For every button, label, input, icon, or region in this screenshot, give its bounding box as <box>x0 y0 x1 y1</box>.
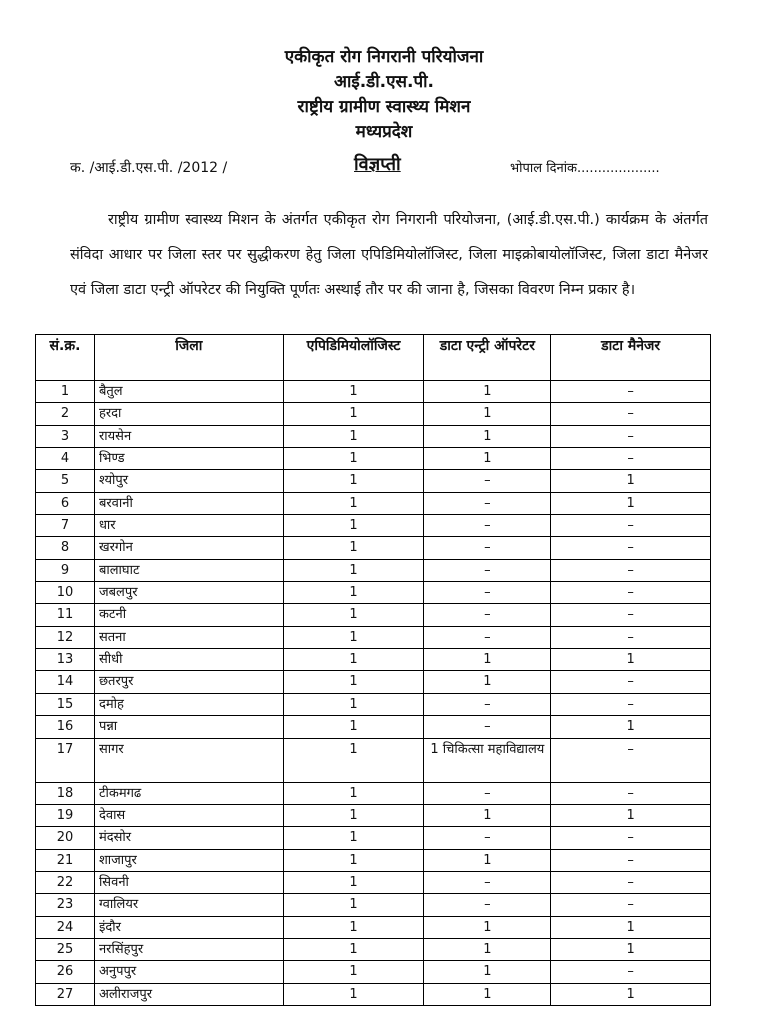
state-name: मध्यप्रदेश <box>355 122 413 142</box>
cell-epidemiologist: 1 <box>283 804 424 826</box>
cell-data-manager: – <box>551 515 711 537</box>
cell-district: नरसिंहपुर <box>94 938 283 960</box>
cell-data-manager: – <box>551 693 711 715</box>
cell-data-manager: 1 <box>551 983 711 1005</box>
cell-district: बालाघाट <box>94 559 283 581</box>
cell-district: जबलपुर <box>94 582 283 604</box>
table-row <box>36 871 711 893</box>
cell-district: सीधी <box>94 649 283 671</box>
cell-data-manager: – <box>551 381 711 403</box>
cell-data-entry-operator: – <box>424 782 551 804</box>
table-row <box>36 782 711 804</box>
cell-epidemiologist: 1 <box>283 559 424 581</box>
cell-data-entry-operator: 1 <box>424 938 551 960</box>
document-header <box>0 45 768 145</box>
cell-epidemiologist: 1 <box>283 983 424 1005</box>
header-sno: सं.क्र. <box>36 335 95 381</box>
table-row <box>36 894 711 916</box>
cell-district: अलीराजपुर <box>94 983 283 1005</box>
cell-district: ग्वालियर <box>94 894 283 916</box>
cell-epidemiologist: 1 <box>283 425 424 447</box>
cell-data-manager: – <box>551 961 711 983</box>
cell-district: छतरपुर <box>94 671 283 693</box>
cell-sno: 10 <box>36 582 95 604</box>
cell-sno: 22 <box>36 871 95 893</box>
cell-sno: 4 <box>36 448 95 470</box>
cell-data-entry-operator: 1 <box>424 804 551 826</box>
cell-data-entry-operator: 1 <box>424 671 551 693</box>
table-row <box>36 716 711 738</box>
cell-sno: 16 <box>36 716 95 738</box>
vacancy-table <box>35 334 711 1006</box>
table-row <box>36 403 711 425</box>
cell-epidemiologist: 1 <box>283 448 424 470</box>
cell-epidemiologist: 1 <box>283 871 424 893</box>
cell-data-entry-operator: – <box>424 827 551 849</box>
table-row <box>36 381 711 403</box>
reference-line <box>0 150 768 180</box>
cell-epidemiologist: 1 <box>283 470 424 492</box>
cell-district: रायसेन <box>94 425 283 447</box>
cell-district: देवास <box>94 804 283 826</box>
table-row <box>36 983 711 1005</box>
cell-data-entry-operator: 1 <box>424 403 551 425</box>
cell-epidemiologist: 1 <box>283 716 424 738</box>
cell-epidemiologist: 1 <box>283 515 424 537</box>
cell-data-entry-operator: 1 <box>424 983 551 1005</box>
cell-sno: 27 <box>36 983 95 1005</box>
cell-data-entry-operator: – <box>424 470 551 492</box>
cell-data-entry-operator: 1 <box>424 448 551 470</box>
cell-epidemiologist: 1 <box>283 604 424 626</box>
cell-district: बैतुल <box>94 381 283 403</box>
cell-district: पन्ना <box>94 716 283 738</box>
cell-sno: 3 <box>36 425 95 447</box>
table-header-row <box>36 335 711 381</box>
cell-data-manager: – <box>551 537 711 559</box>
cell-sno: 2 <box>36 403 95 425</box>
cell-epidemiologist: 1 <box>283 671 424 693</box>
cell-epidemiologist: 1 <box>283 626 424 648</box>
cell-sno: 25 <box>36 938 95 960</box>
cell-district: शाजापुर <box>94 849 283 871</box>
table-row <box>36 425 711 447</box>
cell-epidemiologist: 1 <box>283 693 424 715</box>
cell-sno: 6 <box>36 492 95 514</box>
table-row <box>36 738 711 782</box>
cell-data-entry-operator: – <box>424 582 551 604</box>
cell-data-manager: 1 <box>551 649 711 671</box>
table-row <box>36 849 711 871</box>
cell-district: अनुपपुर <box>94 961 283 983</box>
cell-epidemiologist: 1 <box>283 381 424 403</box>
table-row <box>36 693 711 715</box>
cell-epidemiologist: 1 <box>283 492 424 514</box>
cell-data-manager: – <box>551 738 711 782</box>
cell-epidemiologist: 1 <box>283 582 424 604</box>
table-row <box>36 671 711 693</box>
cell-data-entry-operator: – <box>424 626 551 648</box>
cell-data-entry-operator: – <box>424 515 551 537</box>
cell-sno: 17 <box>36 738 95 782</box>
cell-data-manager: 1 <box>551 938 711 960</box>
project-abbreviation: आई.डी.एस.पी. <box>333 72 434 92</box>
table-row <box>36 649 711 671</box>
cell-sno: 1 <box>36 381 95 403</box>
cell-epidemiologist: 1 <box>283 938 424 960</box>
cell-sno: 24 <box>36 916 95 938</box>
cell-district: इंदौर <box>94 916 283 938</box>
cell-sno: 7 <box>36 515 95 537</box>
cell-data-manager: – <box>551 448 711 470</box>
table-row <box>36 470 711 492</box>
cell-sno: 14 <box>36 671 95 693</box>
cell-epidemiologist: 1 <box>283 916 424 938</box>
table-row <box>36 938 711 960</box>
cell-data-entry-operator: 1 चिकित्सा महाविद्यालय <box>424 738 551 782</box>
table-row <box>36 827 711 849</box>
table-row <box>36 626 711 648</box>
cell-sno: 11 <box>36 604 95 626</box>
cell-sno: 18 <box>36 782 95 804</box>
mission-title: राष्ट्रीय ग्रामीण स्वास्थ्य मिशन <box>297 97 471 117</box>
cell-district: खरगोन <box>94 537 283 559</box>
cell-data-manager: – <box>551 849 711 871</box>
cell-district: मंदसोर <box>94 827 283 849</box>
notice-paragraph: राष्ट्रीय ग्रामीण स्वास्थ्य मिशन के अंतर्गत एकीकृत रोग निगरानी परियोजना, (आई.डी.एस.पी.) कार्यक्रम के अंतर्गत संविदा आधार पर जिला स्तर पर सुद्धीकरण हेतु जिला एपिडिमियोलॉजिस्ट, जिला माइक्रोबायोलॉजिस्ट, जिला डाटा मैनेजर एवं जिला डाटा एन्ट्री ऑपरेटर की नियुक्ति पूर्णतः अस्थाई तौर पर की जाना है, जिसका विवरण निम्न प्रकार है। <box>70 211 708 298</box>
header-district: जिला <box>94 335 283 381</box>
cell-data-manager: – <box>551 871 711 893</box>
cell-data-entry-operator: – <box>424 716 551 738</box>
cell-district: श्योपुर <box>94 470 283 492</box>
cell-district: टीकमगढ <box>94 782 283 804</box>
cell-data-manager: – <box>551 782 711 804</box>
cell-data-manager: 1 <box>551 716 711 738</box>
cell-district: बरवानी <box>94 492 283 514</box>
cell-district: भिण्ड <box>94 448 283 470</box>
cell-data-entry-operator: – <box>424 604 551 626</box>
reference-number: क. /आई.डी.एस.पी. /2012 / <box>70 160 228 176</box>
table-row <box>36 492 711 514</box>
header-data-entry-operator: डाटा एन्ट्री ऑपरेटर <box>424 335 551 381</box>
cell-epidemiologist: 1 <box>283 537 424 559</box>
table-row <box>36 582 711 604</box>
cell-data-entry-operator: – <box>424 871 551 893</box>
cell-data-manager: – <box>551 671 711 693</box>
cell-epidemiologist: 1 <box>283 782 424 804</box>
cell-data-entry-operator: 1 <box>424 381 551 403</box>
cell-data-entry-operator: 1 <box>424 961 551 983</box>
cell-sno: 9 <box>36 559 95 581</box>
table-row <box>36 804 711 826</box>
cell-data-manager: – <box>551 626 711 648</box>
cell-sno: 21 <box>36 849 95 871</box>
cell-sno: 19 <box>36 804 95 826</box>
cell-data-manager: – <box>551 559 711 581</box>
cell-data-manager: 1 <box>551 916 711 938</box>
cell-data-manager: – <box>551 604 711 626</box>
cell-data-entry-operator: 1 <box>424 916 551 938</box>
table-row <box>36 515 711 537</box>
cell-data-manager: 1 <box>551 492 711 514</box>
cell-sno: 13 <box>36 649 95 671</box>
cell-epidemiologist: 1 <box>283 403 424 425</box>
cell-epidemiologist: 1 <box>283 961 424 983</box>
cell-data-manager: 1 <box>551 804 711 826</box>
cell-data-manager: – <box>551 582 711 604</box>
cell-data-manager: – <box>551 894 711 916</box>
cell-epidemiologist: 1 <box>283 738 424 782</box>
table-row <box>36 537 711 559</box>
cell-district: हरदा <box>94 403 283 425</box>
cell-sno: 8 <box>36 537 95 559</box>
cell-data-entry-operator: 1 <box>424 849 551 871</box>
table-row <box>36 961 711 983</box>
cell-data-entry-operator: 1 <box>424 649 551 671</box>
table-row <box>36 604 711 626</box>
cell-epidemiologist: 1 <box>283 894 424 916</box>
cell-data-manager: – <box>551 403 711 425</box>
cell-data-entry-operator: – <box>424 559 551 581</box>
cell-data-manager: – <box>551 425 711 447</box>
cell-district: सतना <box>94 626 283 648</box>
cell-epidemiologist: 1 <box>283 649 424 671</box>
cell-sno: 20 <box>36 827 95 849</box>
cell-district: कटनी <box>94 604 283 626</box>
cell-data-entry-operator: – <box>424 693 551 715</box>
cell-data-entry-operator: – <box>424 492 551 514</box>
cell-data-entry-operator: – <box>424 894 551 916</box>
cell-epidemiologist: 1 <box>283 827 424 849</box>
cell-epidemiologist: 1 <box>283 849 424 871</box>
cell-sno: 15 <box>36 693 95 715</box>
cell-data-manager: 1 <box>551 470 711 492</box>
table-body <box>36 381 711 1006</box>
cell-district: सिवनी <box>94 871 283 893</box>
cell-district: सागर <box>94 738 283 782</box>
project-title: एकीकृत रोग निगरानी परियोजना <box>284 47 484 67</box>
cell-sno: 26 <box>36 961 95 983</box>
notice-heading: विज्ञप्ती <box>354 154 401 175</box>
cell-district: धार <box>94 515 283 537</box>
header-data-manager: डाटा मैनेजर <box>551 335 711 381</box>
cell-sno: 23 <box>36 894 95 916</box>
cell-sno: 12 <box>36 626 95 648</box>
cell-district: दमोह <box>94 693 283 715</box>
table-row <box>36 448 711 470</box>
cell-data-entry-operator: – <box>424 537 551 559</box>
place-date: भोपाल दिनांक.................... <box>510 161 660 176</box>
cell-sno: 5 <box>36 470 95 492</box>
table-row <box>36 559 711 581</box>
cell-data-manager: – <box>551 827 711 849</box>
table-row <box>36 916 711 938</box>
header-epidemiologist: एपिडिमियोलॉजिस्ट <box>283 335 424 381</box>
cell-data-entry-operator: 1 <box>424 425 551 447</box>
